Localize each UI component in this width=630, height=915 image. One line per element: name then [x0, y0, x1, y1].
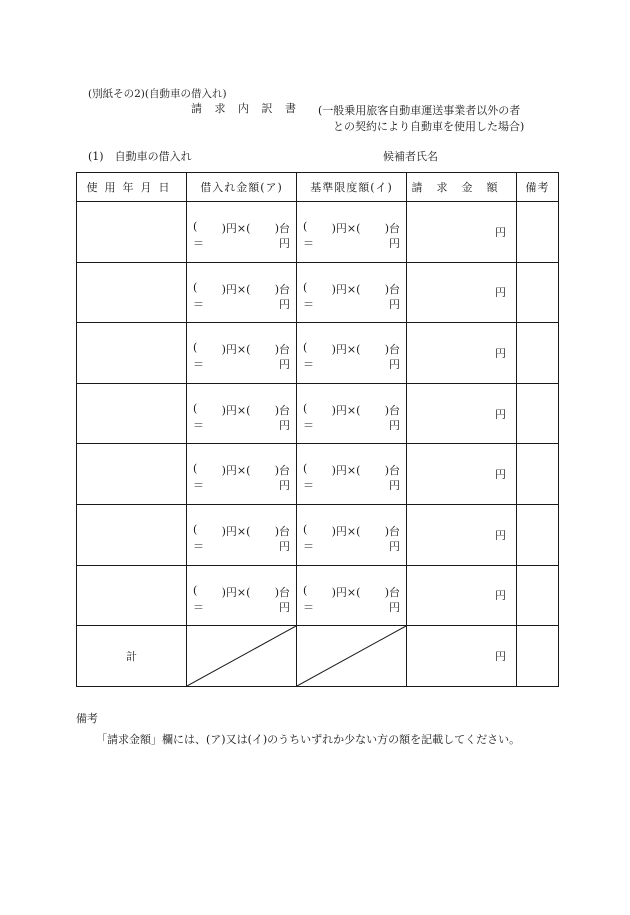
title-char: 求 [214, 102, 226, 115]
open-paren: ( [303, 220, 308, 233]
open-paren: ( [193, 401, 198, 415]
yen-times: )円×( [221, 464, 251, 478]
units: )台 [274, 585, 290, 599]
claim-amount-cell[interactable] [407, 383, 517, 444]
yen: 円 [279, 358, 290, 372]
yen-times: )円×( [221, 403, 251, 417]
table-row [77, 444, 559, 505]
title-char: 請 [191, 102, 203, 115]
equals: ＝ [193, 479, 204, 493]
units: )台 [384, 585, 400, 599]
units: )台 [384, 222, 400, 235]
units: )台 [274, 524, 290, 538]
yen-times: )円×( [331, 585, 361, 599]
open-paren: ( [193, 462, 198, 476]
yen-times: )円×( [221, 343, 251, 357]
usage-date-cell[interactable] [77, 504, 187, 565]
open-paren: ( [303, 522, 308, 536]
open-paren: ( [193, 522, 198, 536]
claim-amount-cell[interactable] [407, 565, 517, 626]
yen: 円 [279, 297, 290, 311]
section-label: (1) 自動車の借入れ [88, 150, 192, 163]
claim-amount-cell[interactable] [407, 262, 517, 323]
remarks-cell[interactable] [517, 323, 559, 384]
yen: 円 [495, 286, 506, 300]
limit-amount-cell[interactable] [297, 504, 407, 565]
header-claim-amount: 請求金額 [407, 173, 517, 202]
equals: ＝ [303, 600, 314, 614]
claim-total-cell[interactable] [407, 626, 517, 687]
yen-times: )円×( [331, 222, 361, 235]
units: )台 [274, 464, 290, 478]
equals: ＝ [303, 418, 314, 432]
yen-times: )円×( [331, 464, 361, 478]
diagonal-slash [297, 626, 406, 686]
rental-total-slashed-cell [187, 626, 297, 687]
limit-total-slashed-cell [297, 626, 407, 687]
title-char: 内 [238, 102, 250, 115]
yen: 円 [495, 589, 506, 603]
table-header-row [77, 173, 559, 202]
rental-amount-cell[interactable] [187, 383, 297, 444]
remarks-cell[interactable] [517, 444, 559, 505]
open-paren: ( [303, 462, 308, 476]
usage-date-cell[interactable] [77, 323, 187, 384]
limit-amount-cell[interactable] [297, 444, 407, 505]
title-note [318, 103, 524, 135]
claim-amount-cell[interactable] [407, 202, 517, 263]
units: )台 [384, 282, 400, 296]
limit-amount-cell[interactable] [297, 202, 407, 263]
units: )台 [384, 524, 400, 538]
open-paren: ( [303, 280, 308, 294]
open-paren: ( [193, 220, 198, 233]
limit-amount-cell[interactable] [297, 383, 407, 444]
yen-times: )円×( [331, 343, 361, 357]
header-usage-date: 使用年月日 [77, 173, 187, 202]
table-row [77, 565, 559, 626]
yen-times: )円×( [331, 524, 361, 538]
rental-amount-cell[interactable] [187, 504, 297, 565]
equals: ＝ [303, 297, 314, 311]
units: )台 [274, 222, 290, 235]
equals: ＝ [193, 358, 204, 372]
remarks-cell[interactable] [517, 383, 559, 444]
equals: ＝ [303, 237, 314, 250]
equals: ＝ [303, 539, 314, 553]
header-rental-amount: 借入れ金額(ア) [187, 173, 297, 202]
yen: 円 [389, 479, 400, 493]
header-remarks: 備考 [517, 173, 559, 202]
units: )台 [384, 403, 400, 417]
yen: 円 [389, 600, 400, 614]
equals: ＝ [193, 418, 204, 432]
remarks-cell[interactable] [517, 262, 559, 323]
sheet-label: (別紙その2)(自動車の借入れ) [88, 88, 227, 100]
candidate-name-label: 候補者氏名 [383, 150, 438, 163]
rental-amount-cell[interactable] [187, 323, 297, 384]
table-row [77, 262, 559, 323]
limit-amount-cell[interactable] [297, 262, 407, 323]
yen: 円 [279, 418, 290, 432]
claim-amount-cell[interactable] [407, 323, 517, 384]
remarks-cell[interactable] [517, 565, 559, 626]
remarks-cell[interactable] [517, 504, 559, 565]
yen: 円 [279, 479, 290, 493]
table-row [77, 504, 559, 565]
yen-times: )円×( [331, 282, 361, 296]
rental-amount-cell[interactable] [187, 444, 297, 505]
usage-date-cell[interactable] [77, 262, 187, 323]
yen: 円 [495, 407, 506, 421]
yen: 円 [279, 539, 290, 553]
title-char: 訳 [261, 102, 273, 115]
limit-amount-cell[interactable] [297, 323, 407, 384]
claim-amount-cell[interactable] [407, 444, 517, 505]
units: )台 [384, 464, 400, 478]
remarks-heading: 備考 [76, 712, 98, 725]
yen-times: )円×( [221, 222, 251, 235]
yen-times: )円×( [331, 403, 361, 417]
equals: ＝ [303, 479, 314, 493]
limit-amount-cell[interactable] [297, 565, 407, 626]
header-limit-amount: 基準限度額(イ) [297, 173, 407, 202]
total-label: 計 [77, 626, 187, 687]
remarks-total-cell[interactable] [517, 626, 559, 687]
yen: 円 [495, 346, 506, 360]
yen: 円 [279, 237, 290, 250]
diagonal-slash [187, 626, 296, 686]
units: )台 [274, 403, 290, 417]
open-paren: ( [193, 583, 198, 597]
yen: 円 [389, 418, 400, 432]
remarks-text: 「請求金額」欄には、(ア)又は(イ)のうちいずれか少ない方の額を記載してください。 [96, 733, 521, 746]
yen: 円 [495, 468, 506, 482]
yen: 円 [389, 539, 400, 553]
title-char: 書 [285, 102, 297, 115]
table-row [77, 202, 559, 263]
rental-amount-cell[interactable] [187, 202, 297, 263]
title-note-line1: (一般乗用旅客自動車運送事業者以外の者 [318, 104, 521, 117]
claim-amount-cell[interactable] [407, 504, 517, 565]
yen: 円 [495, 225, 506, 239]
units: )台 [274, 343, 290, 357]
open-paren: ( [303, 583, 308, 597]
open-paren: ( [193, 280, 198, 294]
table-row [77, 323, 559, 384]
open-paren: ( [303, 401, 308, 415]
document-title [191, 103, 309, 114]
remarks-cell[interactable] [517, 202, 559, 263]
rental-amount-cell[interactable] [187, 565, 297, 626]
equals: ＝ [193, 237, 204, 250]
yen: 円 [389, 297, 400, 311]
claims-table [76, 172, 559, 687]
usage-date-cell[interactable] [77, 444, 187, 505]
table-row [77, 383, 559, 444]
equals: ＝ [193, 539, 204, 553]
yen: 円 [495, 650, 506, 664]
yen: 円 [389, 358, 400, 372]
yen: 円 [279, 600, 290, 614]
yen-times: )円×( [221, 524, 251, 538]
total-row [77, 626, 559, 687]
yen: 円 [389, 237, 400, 250]
yen-times: )円×( [221, 585, 251, 599]
equals: ＝ [193, 600, 204, 614]
units: )台 [274, 282, 290, 296]
yen: 円 [495, 528, 506, 542]
units: )台 [384, 343, 400, 357]
usage-date-cell[interactable] [77, 383, 187, 444]
open-paren: ( [303, 341, 308, 355]
yen-times: )円×( [221, 282, 251, 296]
open-paren: ( [193, 341, 198, 355]
usage-date-cell[interactable] [77, 202, 187, 263]
equals: ＝ [193, 297, 204, 311]
rental-amount-cell[interactable] [187, 262, 297, 323]
usage-date-cell[interactable] [77, 565, 187, 626]
title-note-line2: との契約により自動車を使用した場合) [333, 120, 525, 133]
equals: ＝ [303, 358, 314, 372]
